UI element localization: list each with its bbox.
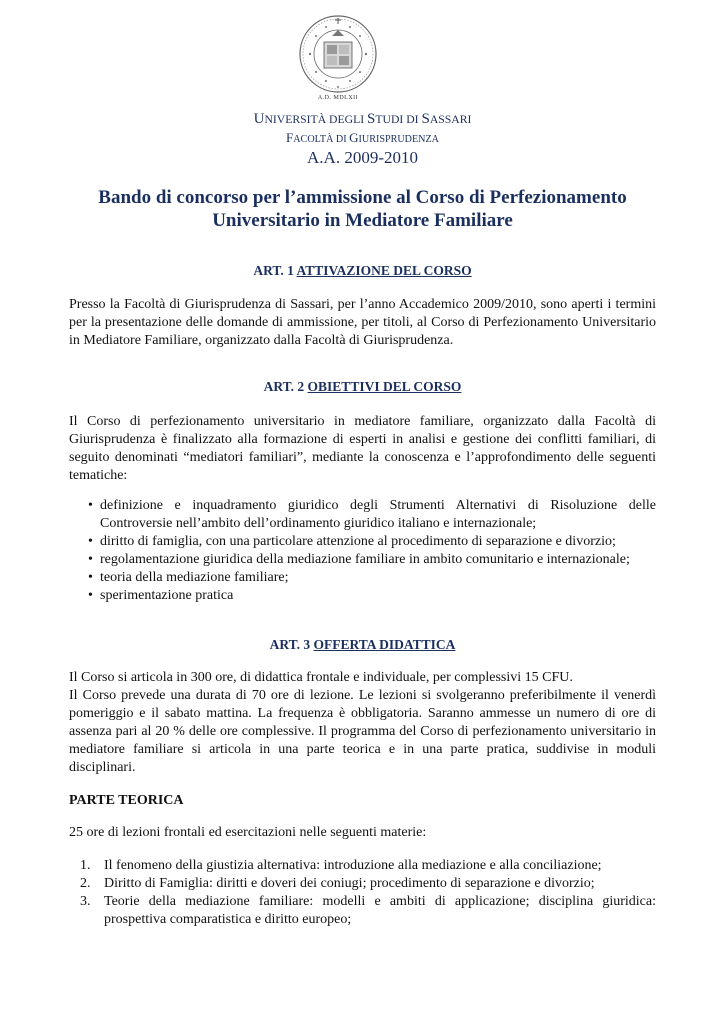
art2-heading: ART. 2 OBIETTIVI DEL CORSO xyxy=(263,379,462,394)
parte-teorica-list xyxy=(69,857,656,929)
art1-heading: ART. 1 ATTIVAZIONE DEL CORSO xyxy=(253,263,472,278)
art2-bullet-list xyxy=(88,497,656,605)
list-item: • diritto di famiglia, con una particolare attenzione al procedimento di separazione e divorzio; xyxy=(88,534,616,549)
parte-teorica-intro: 25 ore di lezioni frontali ed esercitazioni nelle seguenti materie: xyxy=(69,825,427,840)
list-item: • regolamentazione giuridica della mediazione familiare in ambito comunitario e internazionale; xyxy=(88,552,630,567)
list-item: • sperimentazione pratica xyxy=(88,588,234,603)
bullet-icon: • xyxy=(88,534,93,549)
university-seal xyxy=(297,14,379,104)
parte-teorica-heading: PARTE TEORICA xyxy=(69,793,184,808)
academic-year: A.A. 2009-2010 xyxy=(307,148,418,167)
art3-line-1: Il Corso si articola in 300 ore, di didattica frontale e individuale, per complessivi 15 CFU. xyxy=(69,670,573,685)
list-item: 3. Teorie della mediazione familiare: modelli e ambiti di applicazione; disciplina giuridica: prospettiva comparatistica e diritto europeo; xyxy=(80,894,656,927)
document-title-line-2: Universitario in Mediatore Familiare xyxy=(212,210,513,231)
document-title-line-1: Bando di concorso per l’ammissione al Corso di Perfezionamento xyxy=(98,187,627,208)
bullet-icon: • xyxy=(88,588,93,603)
art1-paragraph: Presso la Facoltà di Giurisprudenza di Sassari, per l’anno Accademico 2009/2010, sono aperti i termini per la presentazione delle domande di ammissione, per titoli, al Corso di Perfezionamento Universitario in Mediatore Familiare, organizzato dalla Facoltà di Giurisprudenza. xyxy=(69,297,656,348)
list-item: 1. Il fenomeno della giustizia alternativa: introduzione alla mediazione e alla conciliazione; xyxy=(80,858,602,873)
faculty-name: FACOLTÀ DI GIURISPRUDENZA xyxy=(286,130,439,145)
bullet-icon: • xyxy=(88,498,93,513)
bullet-icon: • xyxy=(88,552,93,567)
art3-paragraph: Il Corso prevede una durata di 70 ore di lezione. Le lezioni si svolgeranno preferibilmente il venerdì pomeriggio e il sabato mattina. La frequenza è obbligatoria. Saranno ammesse un numero di ore di assenza pari al 20 % delle ore complessive. Il programma del Corso di perfezionamento universitario in mediatore familiare si articola in una parte teorica e in una parte pratica, suddivise in moduli disciplinari. xyxy=(69,688,656,775)
list-item: • definizione e inquadramento giuridico degli Strumenti Alternativi di Risoluzione delle Controversie nell’ambito dell’ordinamento giuridico italiano e internazionale; xyxy=(88,498,656,531)
document-title xyxy=(60,186,665,232)
university-name: UNIVERSITÀ DEGLI STUDI DI SASSARI xyxy=(253,111,472,127)
seal-motto: A.D. MDLXII xyxy=(317,95,359,101)
art2-paragraph: Il Corso di perfezionamento universitario in mediatore familiare, organizzato dalla Facoltà di Giurisprudenza è finalizzato alla formazione di esperti in analisi e gestione dei conflitti familiari, di seguito denominati “mediatori familiari”, mediante la conoscenza e l’approfondimento delle seguenti tematiche: xyxy=(69,414,656,483)
seal-emblem-icon xyxy=(298,14,378,94)
list-item: 2. Diritto di Famiglia: diritti e doveri dei coniugi; procedimento di separazione e divorzio; xyxy=(80,876,595,891)
list-item: • teoria della mediazione familiare; xyxy=(88,570,289,585)
bullet-icon: • xyxy=(88,570,93,585)
art3-heading: ART. 3 OFFERTA DIDATTICA xyxy=(269,637,456,652)
